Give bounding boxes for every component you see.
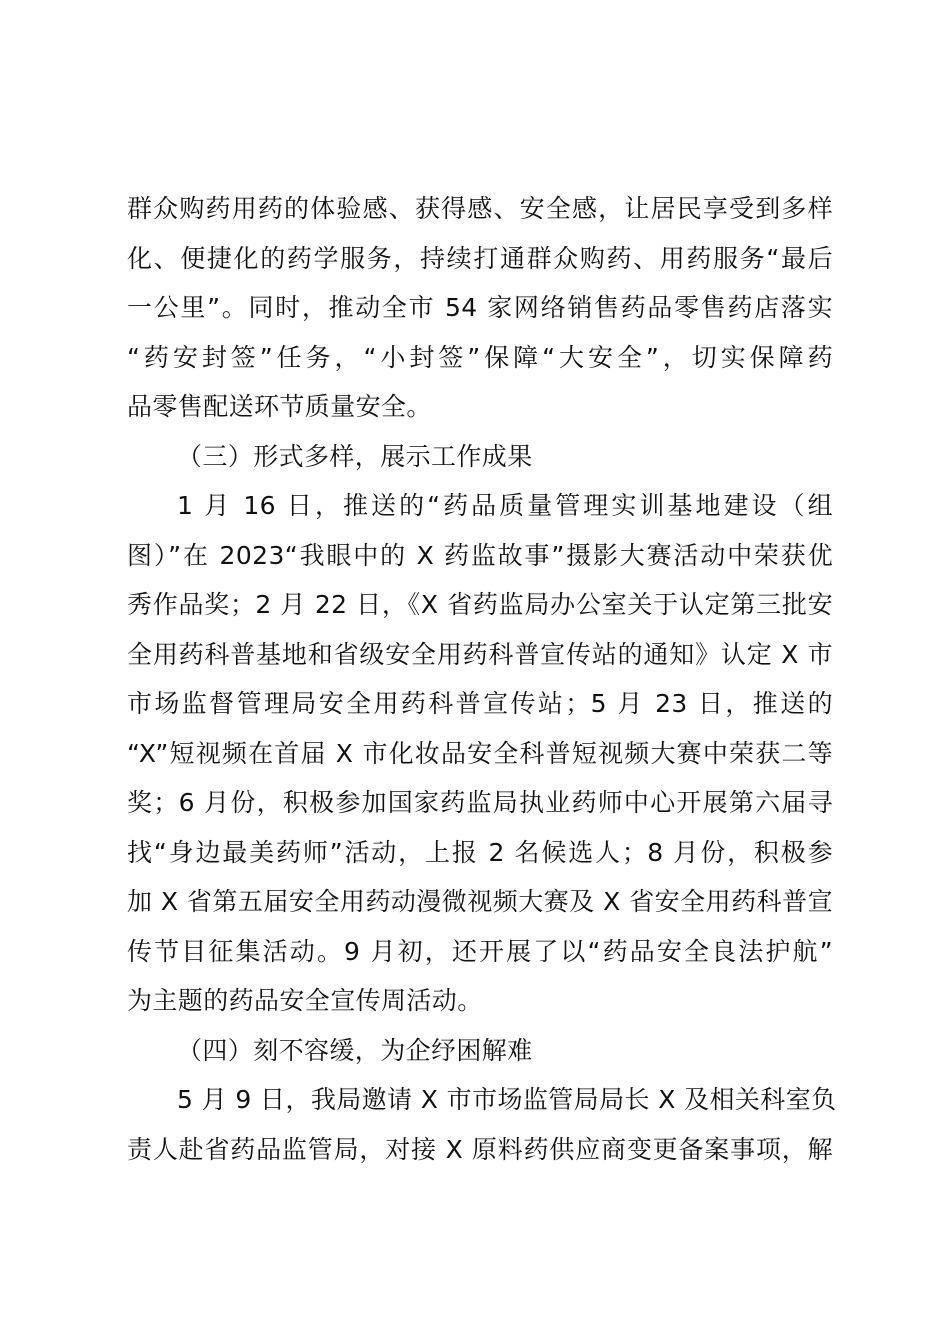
text-line: 为主题的药品安全宣传周活动。	[127, 986, 483, 1015]
text-line: 图）”在 2023“我眼中的 X 药监故事”摄影大赛活动中荣获优	[127, 540, 833, 570]
text-line: 责人赴省药品监管局，对接 X 原料药供应商变更备案事项，解	[127, 1134, 833, 1164]
text-line: 5 月 9 日，我局邀请 X 市市场监管局局长 X 及相关科室负	[177, 1085, 837, 1114]
text-line: 奖；6 月份，积极参加国家药监局执业药师中心开展第六届寻	[127, 788, 833, 817]
text-line: 品零售配送环节质量安全。	[127, 392, 432, 421]
section-heading: （三）形式多样，展示工作成果	[177, 441, 533, 471]
text-line: 找“身边最美药师”活动，上报 2 名候选人；8 月份，积极参	[127, 837, 833, 867]
text-line: 全用药科普基地和省级安全用药科普宣传站的通知》认定 X 市	[127, 639, 833, 669]
text-line: 1 月 16 日，推送的“药品质量管理实训基地建设（组	[177, 491, 833, 520]
text-line: “药安封签”任务，“小封签”保障“大安全”，切实保障药	[127, 342, 833, 372]
body-text	[127, 184, 837, 1174]
text-line: “X”短视频在首届 X 市化妆品安全科普短视频大赛中荣获二等	[127, 738, 833, 768]
text-line: 一公里”。同时，推动全市 54 家网络销售药品零售药店落实	[127, 293, 833, 322]
text-line: 秀作品奖；2 月 22 日，《X 省药监局办公室关于认定第三批安	[127, 590, 833, 619]
section-heading: （四）刻不容缓，为企纾困解难	[177, 1035, 533, 1065]
text-line: 市场监督管理局安全用药科普宣传站；5 月 23 日，推送的	[127, 689, 833, 718]
text-line: 传节目征集活动。9 月初，还开展了以“药品安全良法护航”	[127, 936, 833, 966]
text-line: 化、便捷化的药学服务，持续打通群众购药、用药服务“最后	[127, 243, 833, 273]
text-line: 群众购药用药的体验感、获得感、安全感，让居民享受到多样	[127, 194, 833, 223]
text-line: 加 X 省第五届安全用药动漫微视频大赛及 X 省安全用药科普宣	[127, 887, 833, 916]
